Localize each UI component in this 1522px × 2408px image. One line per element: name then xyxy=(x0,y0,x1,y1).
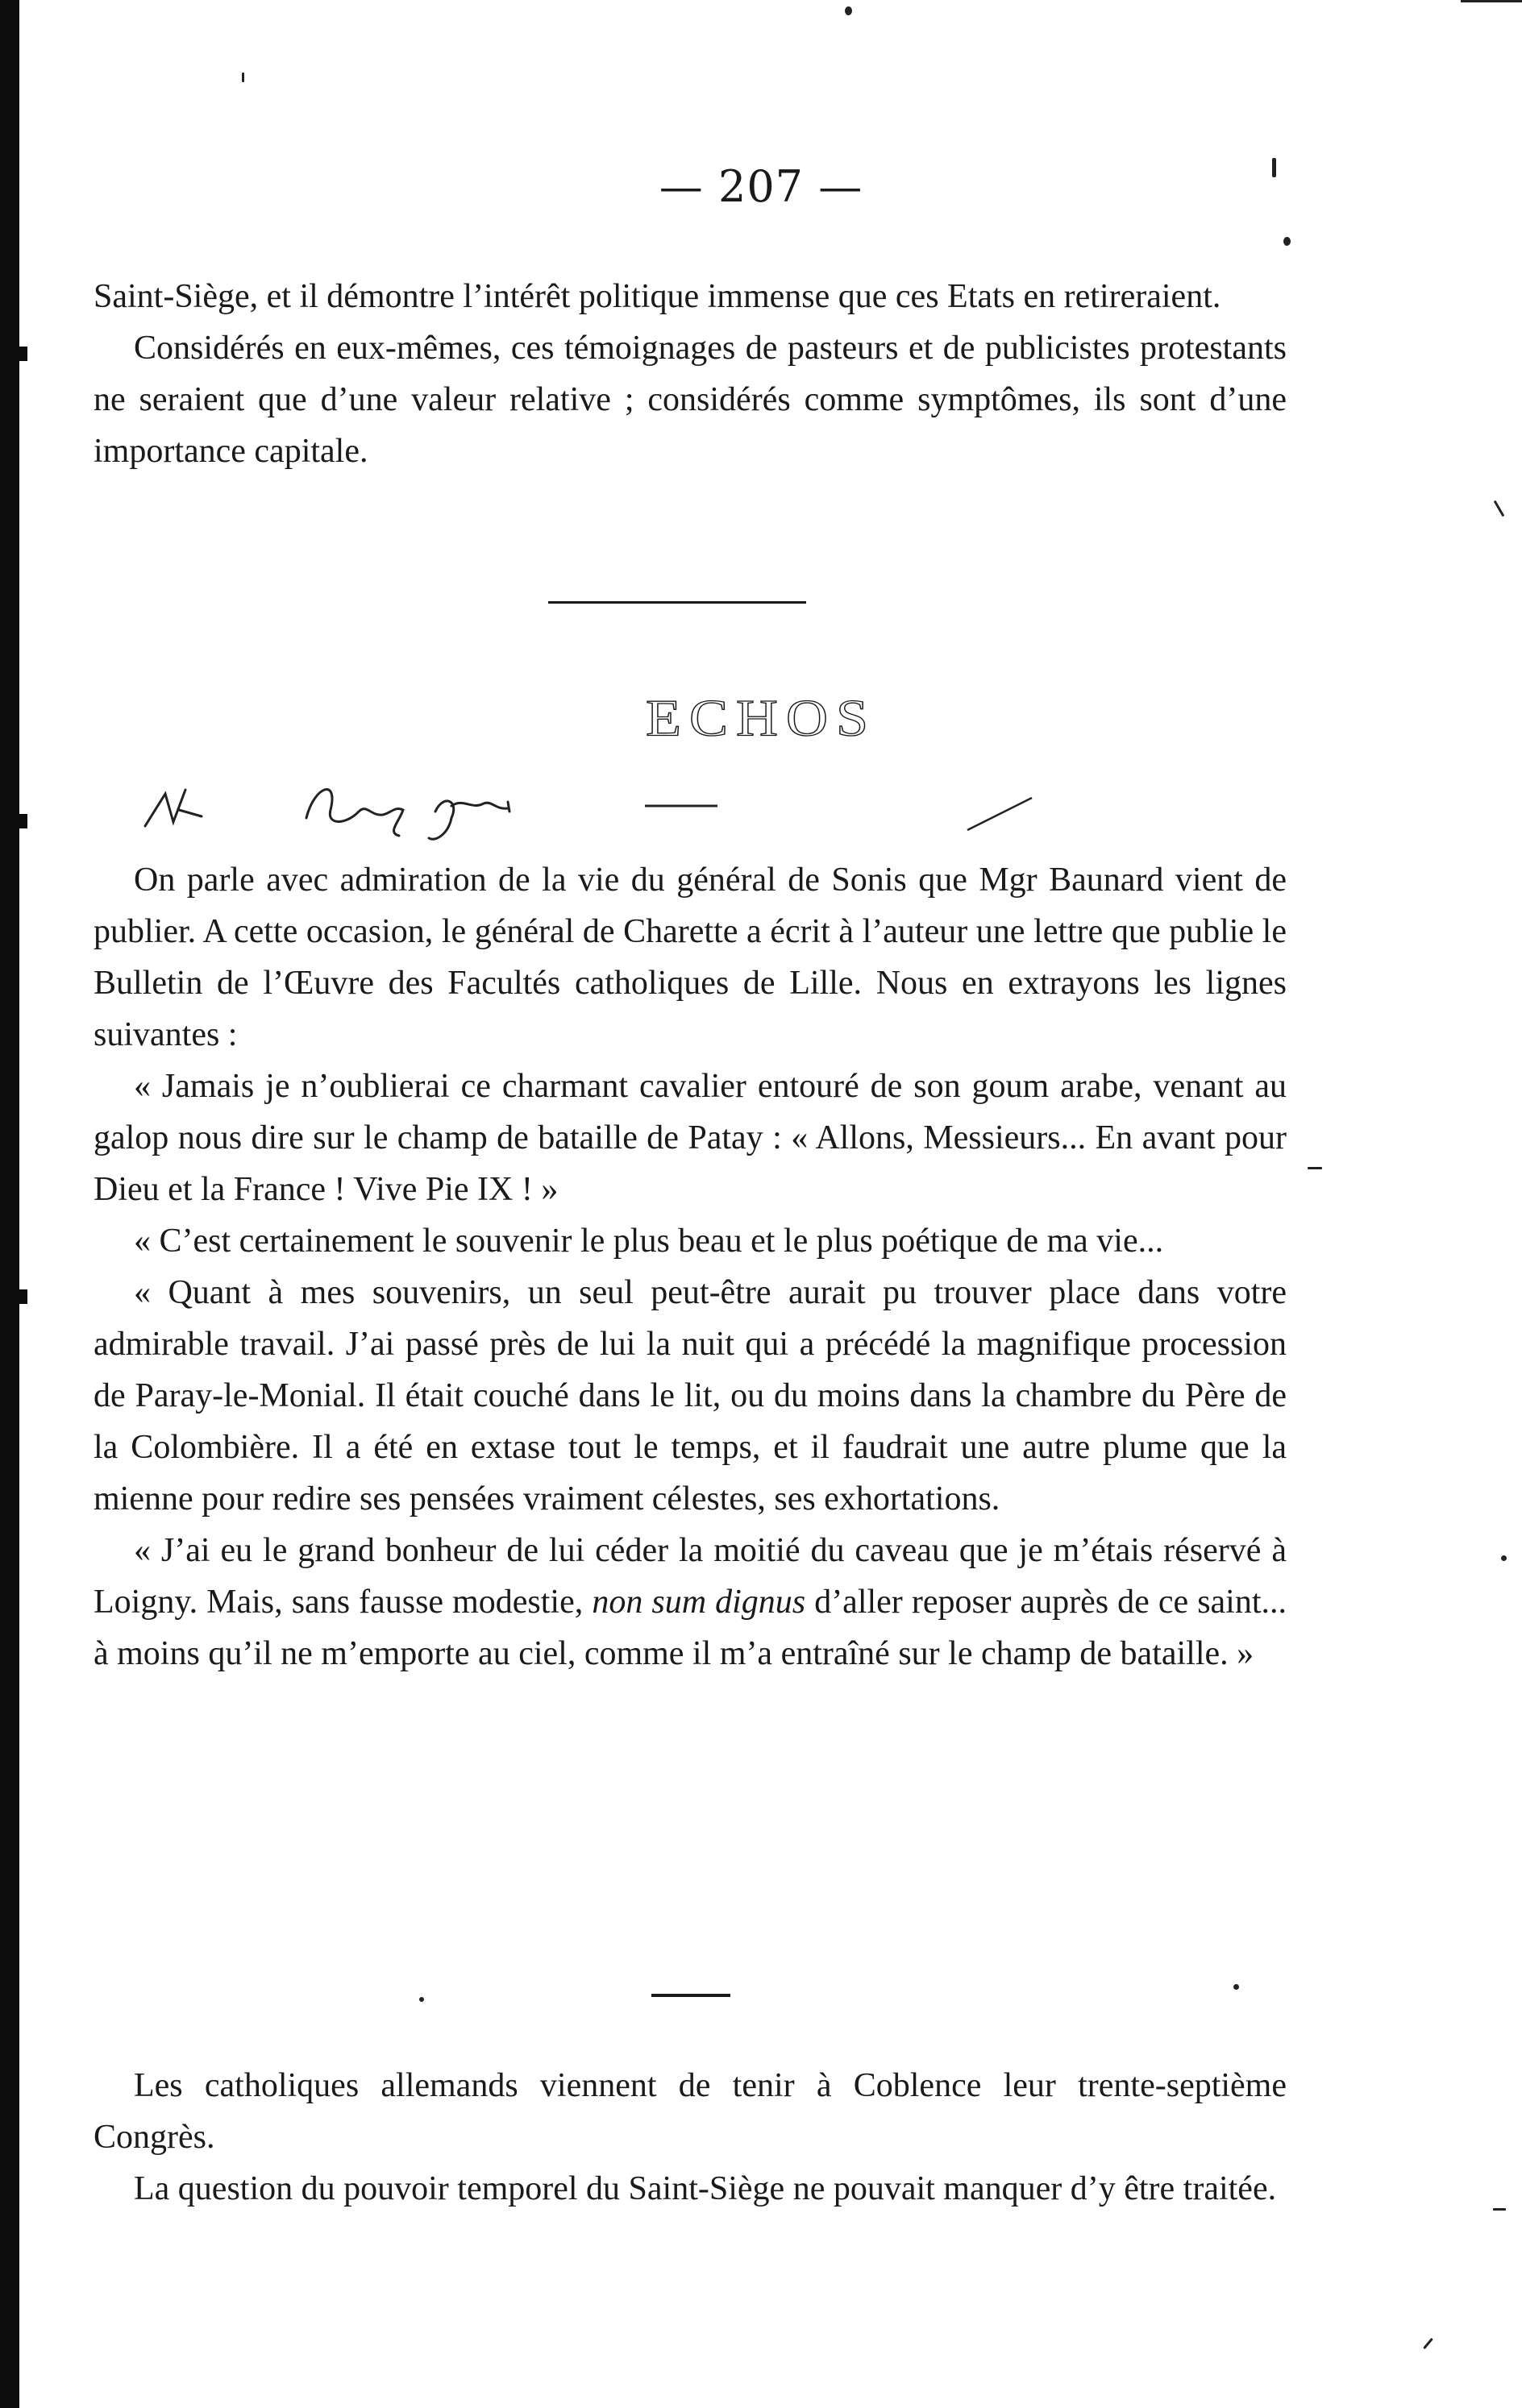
heading-text: ECHOS xyxy=(645,689,877,748)
section-heading xyxy=(0,688,1522,749)
binding-mark xyxy=(19,1289,27,1304)
ink-speck xyxy=(1501,1555,1507,1561)
ink-speck xyxy=(845,6,852,15)
body-text-echos xyxy=(94,854,1287,1679)
paragraph: La question du pouvoir temporel du Saint-Siège ne pouvait manquer d’y être traitée. xyxy=(134,2170,1277,2207)
body-text-top xyxy=(94,271,1287,477)
paragraph: Saint-Siège, et il démontre l’intérêt politique immense que ces Etats en retireraient. xyxy=(94,278,1221,315)
ink-speck xyxy=(1423,2338,1433,2349)
paragraph-text: d’aller reposer auprès de ce saint... à moins qu’il ne m’emporte au ciel, comme il m’a entraîné sur le champ de bataille. » xyxy=(94,1584,1287,1672)
ink-speck xyxy=(1308,1167,1322,1169)
latin-phrase: non sum dignus xyxy=(592,1584,806,1621)
paragraph: « C’est certainement le souvenir le plus beau et le plus poétique de ma vie... xyxy=(134,1223,1164,1260)
paragraph: Les catholiques allemands viennent de tenir à Coblence leur trente-septième Congrès. xyxy=(94,2067,1287,2156)
section-divider xyxy=(651,1994,730,1997)
paragraph: Considérés en eux-mêmes, ces témoignages de pasteurs et de publicistes protestants ne seraient que d’une valeur relative ; considérés comme symptômes, ils sont d’une importance capitale. xyxy=(94,330,1287,470)
page-number: — 207 — xyxy=(659,161,863,212)
page-binding-edge xyxy=(0,0,19,2408)
ink-speck xyxy=(1494,500,1505,517)
ink-speck xyxy=(1233,1984,1239,1990)
ink-speck xyxy=(419,1997,424,2002)
paragraph: « Quant à mes souvenirs, un seul peut-être aurait pu trouver place dans votre admirable travail. J’ai passé près de lui la nuit qui a précédé la magnifique procession de Paray-le-Monial. Il était couché dans le lit, ou du moins dans la chambre du Père de la Colombière. Il a été en extase tout le temps, et il faudrait une autre plume que la mienne pour redire ses pensées vraiment célestes, ses exhortations. xyxy=(94,1274,1287,1517)
section-divider xyxy=(548,601,806,604)
paragraph-text: « J’ai eu le grand bonheur de lui céder la moitié du caveau que je m’étais réservé à Loigny. Mais, sans fausse modestie, xyxy=(94,1532,1287,1621)
paragraph xyxy=(94,1525,1287,1679)
ink-speck xyxy=(1461,0,1522,2)
ink-speck xyxy=(1283,237,1291,246)
binding-mark xyxy=(19,814,27,828)
paragraph: « Jamais je n’oublierai ce charmant cavalier entouré de son goum arabe, venant au galop nous dire sur le champ de bataille de Patay : « Allons, Messieurs... En avant pour Dieu et la France ! Vive Pie IX ! » xyxy=(94,1068,1287,1208)
paragraph: On parle avec admiration de la vie du général de Sonis que Mgr Baunard vient de publier. A cette occasion, le général de Charette a écrit à l’auteur une lettre que publie le Bulletin de l’Œuvre des Facultés catholiques de Lille. Nous en extrayons les lignes suivantes : xyxy=(94,861,1287,1053)
ink-speck xyxy=(242,73,244,82)
body-text-bottom xyxy=(94,2060,1287,2215)
handwritten-annotation-drawing xyxy=(129,762,1096,850)
ink-speck xyxy=(1493,2208,1506,2211)
binding-mark xyxy=(19,347,27,361)
